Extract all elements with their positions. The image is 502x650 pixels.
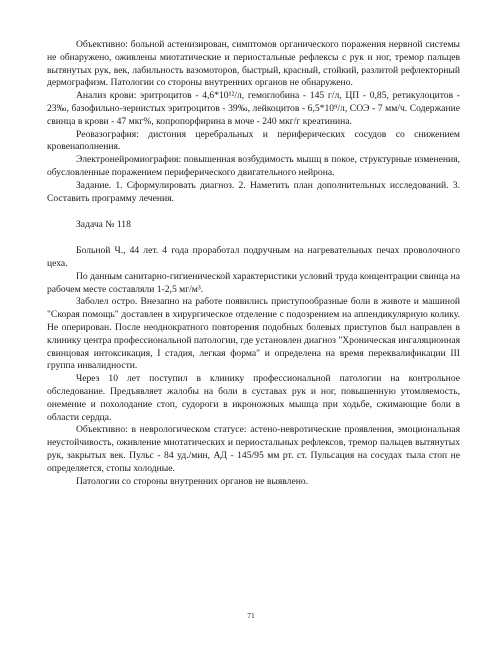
case-paragraph: Больной Ч., 44 лет. 4 года проработал подручным на нагревательных печах проволочного цеха. [47, 245, 460, 269]
electroneuromyography-paragraph: Электронейромиография: повышенная возбудимость мышц в покое, структурные изменения, обусловленные поражением периферического двигательного нейрона. [47, 154, 460, 178]
case-paragraph: Патологии со стороны внутренних органов не выявлено. [76, 475, 309, 487]
objective-exam-paragraph: Объективно: больной астенизирован, симптомов органического поражения нервной системы не обнаружено, оживлены миотатические и периостальные рефлексы с рук и ног, тремор пальцев вытянутых рук, век, лабильность вазомоторов, быстрый, красный, стойкий, разлитой рефлекторный дермографизм. Патологии со стороны внутренних органов не обнаружено. [47, 39, 460, 89]
body-text [47, 39, 460, 488]
blood-test-paragraph: Анализ крови: эритроцитов - 4,6*10¹²/л, гемоглобина - 145 г/л, ЦП - 0,85, ретикулоцитов - 23‰, базофильно-зернистых эритроцитов - 39‰, лейкоцитов - 6,5*10⁹/л, СОЭ - 7 мм/ч. Содержание свинца в крови - 47 мкг%, копропорфирина в моче - 240 мкг/г креатинина. [47, 90, 460, 127]
rheovasography-paragraph: Реовазография: дистония церебральных и периферических сосудов со снижением кровенаполнения. [47, 128, 460, 153]
case-paragraph: Объективно: в неврологическом статусе: астено-невротические проявления, эмоциональная неустойчивость, оживление миотатических и периостальных рефлексов, тремор пальцев вытянутых рук, закрытых век. Пульс - 84 уд./мин, АД - 145/95 мм рт. ст. Пульсация на сосудах тыла стоп не определяется, стопы холодные. [47, 424, 460, 474]
case-paragraph: Заболел остро. Внезапно на работе появились приступообразные боли в животе и машиной "Скорая помощь" доставлен в хирургическое отделение с подозрением на аппендикулярную колику. Не оперирован. После неоднократного повторения подобных болевых приступов был направлен в клинику центра профессиональной патологии, где установлен диагноз "Хроническая ингаляционная свинцовая интоксикация, I стадия, легкая форма" и определена на время переквалификации III группа инвалидности. [47, 296, 460, 372]
task-paragraph: Задание. 1. Сформулировать диагноз. 2. Наметить план дополнительных исследований. 3. Составить программу лечения. [47, 179, 460, 204]
case-paragraph: Через 10 лет поступил в клинику профессиональной патологии на контрольное обследование. Предъявляет жалобы на боли в суставах рук и ног, повышенную утомляемость, онемение и похолодание стоп, судороги в икроножных мышца при ходьбе, сжимающие боли в области сердца. [47, 373, 460, 423]
case-title: Задача № 118 [76, 219, 131, 231]
page-number: 71 [247, 611, 255, 620]
case-paragraph: По данным санитарно-гигиенической характеристики условий труда концентрации свинца на рабочем месте составляли 1-2,5 мг/м³. [47, 270, 460, 295]
